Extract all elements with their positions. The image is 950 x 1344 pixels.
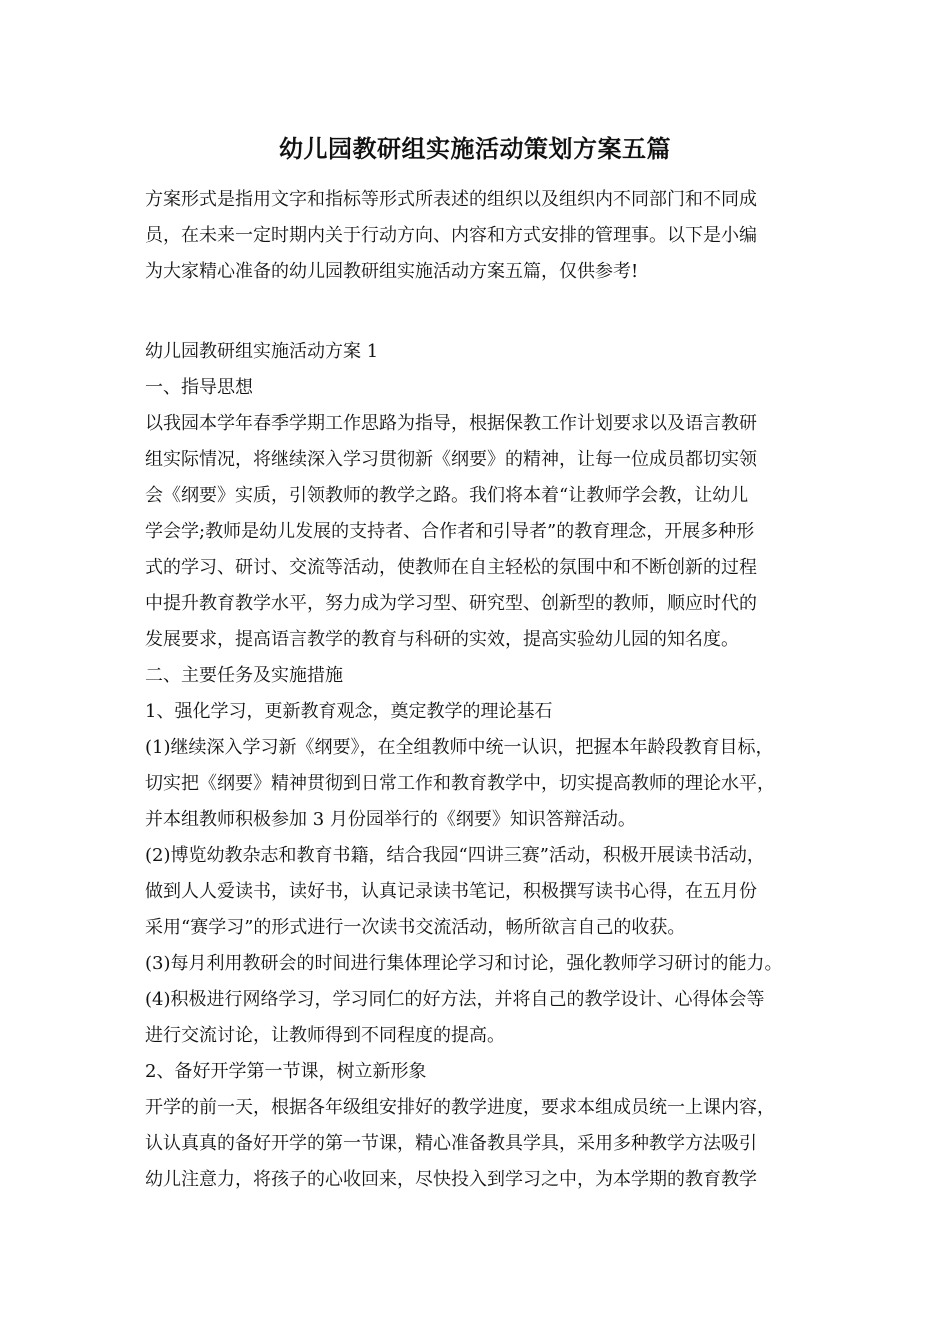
text-line: 采用“赛学习”的形式进行一次读书交流活动，畅所欲言自己的收获。 xyxy=(145,917,686,938)
text-line: 并本组教师积极参加 3 月份园举行的《纲要》知识答辩活动。 xyxy=(145,809,636,830)
text-line: 方案形式是指用文字和指标等形式所表述的组织以及组织内不同部门和不同成 xyxy=(145,189,757,210)
text-line: 发展要求，提高语言教学的教育与科研的实效，提高实验幼儿园的知名度。 xyxy=(145,629,739,650)
list-item xyxy=(145,730,815,838)
text-line: 以我园本学年春季学期工作思路为指导，根据保教工作计划要求以及语言教研 xyxy=(145,413,757,434)
text-line: (3)每月利用教研会的时间进行集体理论学习和讨论，强化教师学习研讨的能力。 xyxy=(145,953,783,974)
text-line: 做到人人爱读书，读好书，认真记录读书笔记，积极撰写读书心得，在五月份 xyxy=(145,881,757,902)
text-line: (4)积极进行网络学习，学习同仁的好方法，并将自己的教学设计、心得体会等 xyxy=(145,989,765,1010)
heading-main-tasks: 二、主要任务及实施措施 xyxy=(145,665,343,686)
list-item xyxy=(145,838,815,946)
text-line: 中提升教育教学水平，努力成为学习型、研究型、创新型的教师，顺应时代的 xyxy=(145,593,757,614)
text-line: 学会学;教师是幼儿发展的支持者、合作者和引导者”的教育理念，开展多种形 xyxy=(145,521,755,542)
text-line: 会《纲要》实质，引领教师的教学之路。我们将本着“让教师学会教，让幼儿 xyxy=(145,485,749,506)
guiding-ideology-paragraph xyxy=(145,406,815,658)
paragraph-spacer xyxy=(145,290,815,334)
subheading-first-lesson: 2、备好开学第一节课，树立新形象 xyxy=(145,1061,427,1082)
document-body xyxy=(145,182,815,1198)
text-line: 为大家精心准备的幼儿园教研组实施活动方案五篇，仅供参考! xyxy=(145,261,639,282)
text-line: 切实把《纲要》精神贯彻到日常工作和教育教学中，切实提高教师的理论水平， xyxy=(145,773,775,794)
text-line: 幼儿注意力，将孩子的心收回来，尽快投入到学习之中，为本学期的教育教学 xyxy=(145,1169,757,1190)
text-line: 式的学习、研讨、交流等活动，使教师在自主轻松的氛围中和不断创新的过程 xyxy=(145,557,757,578)
text-line: 组实际情况，将继续深入学习贯彻新《纲要》的精神，让每一位成员都切实领 xyxy=(145,449,757,470)
heading-guiding-ideology: 一、指导思想 xyxy=(145,377,253,398)
document-title: 幼儿园教研组实施活动策划方案五篇 xyxy=(279,134,671,163)
list-item xyxy=(145,982,815,1054)
intro-paragraph xyxy=(145,182,815,290)
text-line: (1)继续深入学习新《纲要》，在全组教师中统一认识，把握本年龄段教育目标， xyxy=(145,737,774,758)
subheading-strengthen-learning: 1、强化学习，更新教育观念，奠定教学的理论基石 xyxy=(145,701,553,722)
list-item xyxy=(145,946,815,982)
text-line: (2)博览幼教杂志和教育书籍，结合我园“四讲三赛”活动，积极开展读书活动， xyxy=(145,845,765,866)
text-line: 开学的前一天，根据各年级组安排好的教学进度，要求本组成员统一上课内容， xyxy=(145,1097,775,1118)
text-line: 进行交流讨论，让教师得到不同程度的提高。 xyxy=(145,1025,505,1046)
text-line: 员，在未来一定时期内关于行动方向、内容和方式安排的管理事。以下是小编 xyxy=(145,225,757,246)
text-line: 认认真真的备好开学的第一节课，精心准备教具学具，采用多种教学方法吸引 xyxy=(145,1133,757,1154)
section-title: 幼儿园教研组实施活动方案 1 xyxy=(145,341,379,362)
first-lesson-paragraph xyxy=(145,1090,815,1198)
